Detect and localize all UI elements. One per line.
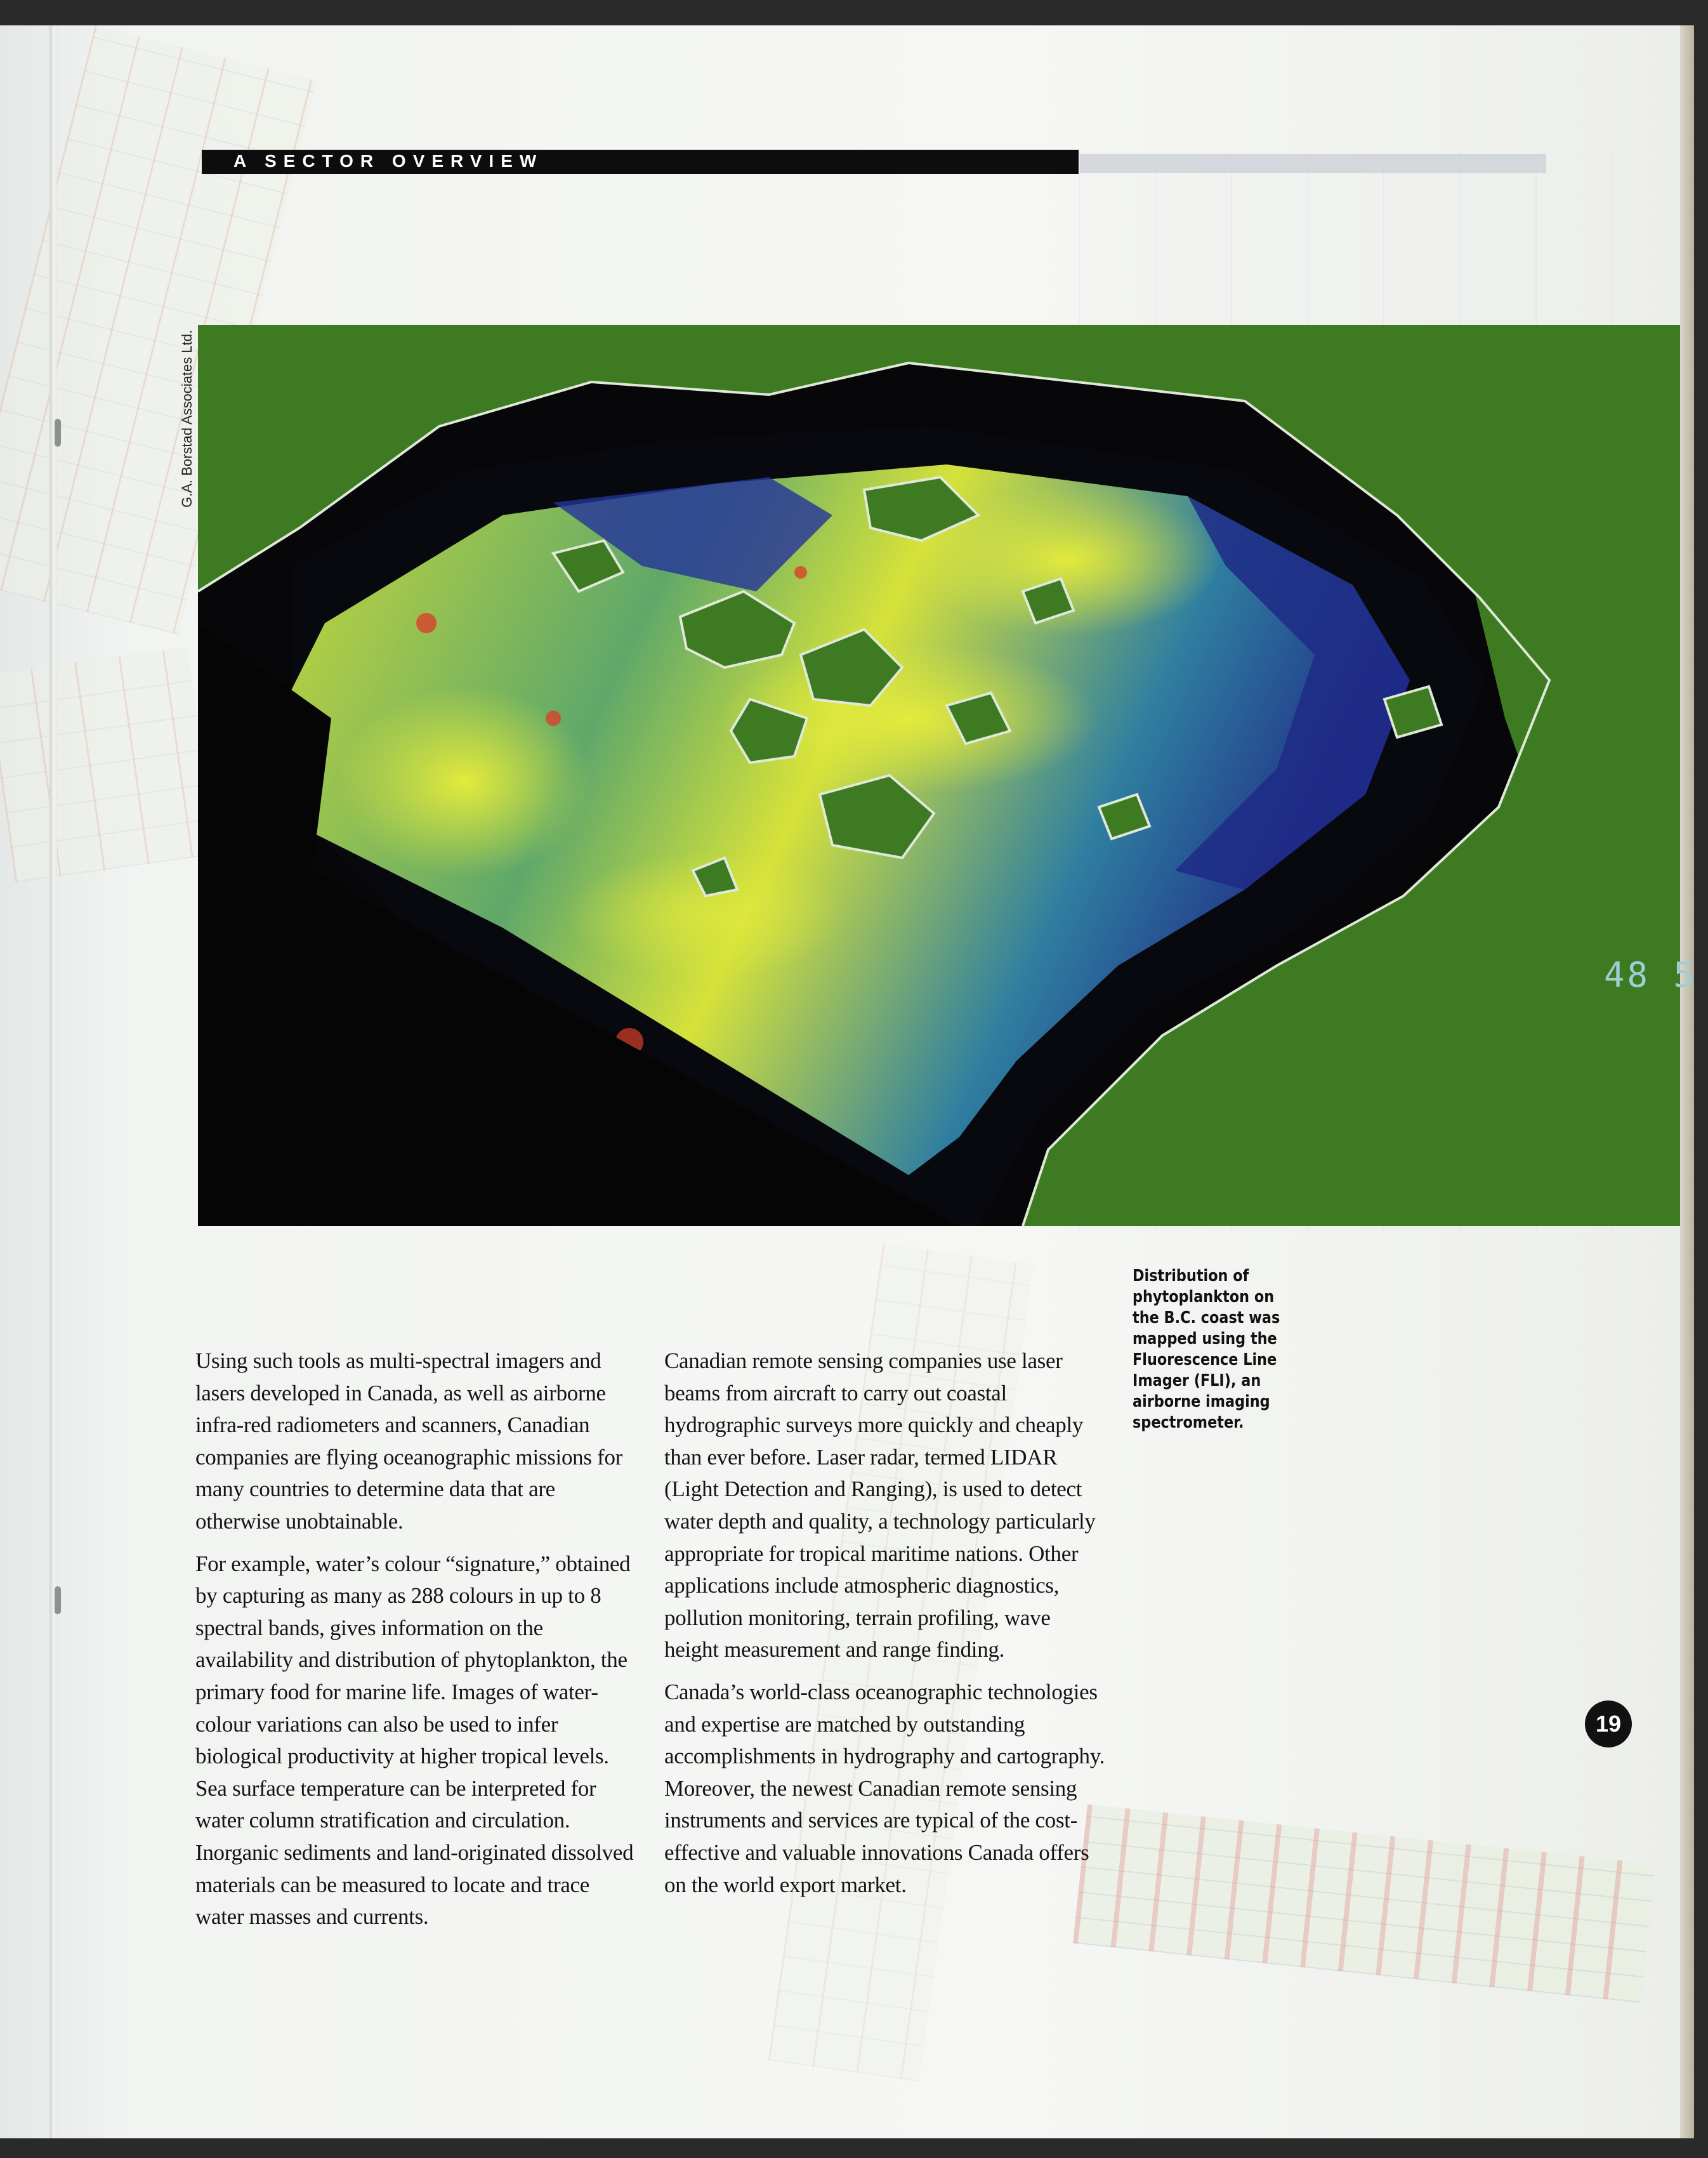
section-header	[202, 150, 1079, 174]
background-map	[1073, 1805, 1655, 2003]
paragraph: Canada’s world-class oceanographic technologies and expertise are matched by outstanding accomplishments in hydrography and cartography. Moreover, the newest Canadian remote sensing instruments and services are typical of the cost-effective and valuable innovations Canada offers on the world export market.	[664, 1679, 1105, 1897]
section-label: A SECTOR OVERVIEW	[233, 151, 544, 171]
map-grid-number: 48 5	[1604, 955, 1697, 995]
paragraph: For example, water’s colour “signature,” obtained by capturing as many as 288 colours in up to 8 spectral bands, gives information on the availability and distribution of phytoplankton, the primary food for marine life. Images of water-colour variations can also be used to infer biological productivity at higher tropical levels. Sea surface temperature can be interpreted for water column stratification and circulation. Inorganic sediments and land-originated dissolved materials can be measured to locate and trace water masses and currents.	[195, 1551, 634, 1930]
header-ghost-bar	[1080, 154, 1546, 173]
peak-concentration	[416, 613, 437, 633]
binding-staple	[55, 419, 61, 447]
phytoplankton-map-image	[198, 325, 1680, 1226]
page-edge	[1680, 25, 1694, 2138]
photo-credit: G.A. Borstad Associates Ltd.	[179, 329, 195, 508]
page-number: 19	[1585, 1701, 1632, 1747]
binding-staple	[55, 1586, 61, 1614]
paragraph: Canadian remote sensing companies use laser beams from aircraft to carry out coastal hydrographic surveys more quickly and cheaply than ever before. Laser radar, termed LIDAR (Light Detection and Ranging), is used to detect water depth and quality, a technology particularly appropriate for tropical maritime nations. Other applications include atmospheric diagnostics, pollution monitoring, terrain profiling, wave height measurement and range finding.	[664, 1348, 1096, 1662]
paragraph: Using such tools as multi-spectral imagers and lasers developed in Canada, as well as airborne infra-red radiometers and scanners, Canadian companies are flying oceanographic missions for many countries to determine data that are otherwise unobtainable.	[195, 1348, 623, 1534]
peak-concentration	[794, 566, 807, 579]
peak-concentration	[546, 711, 561, 726]
body-column-left	[195, 1345, 640, 1944]
page-spine	[49, 25, 57, 2138]
satellite-image	[198, 325, 1680, 1226]
body-column-right	[664, 1345, 1108, 1911]
background-map	[0, 647, 216, 882]
figure-caption: Distribution of phytoplankton on the B.C. coast was mapped using the Fluorescence Line Imager (FLI), an airborne imaging spectrometer.	[1133, 1267, 1280, 1432]
